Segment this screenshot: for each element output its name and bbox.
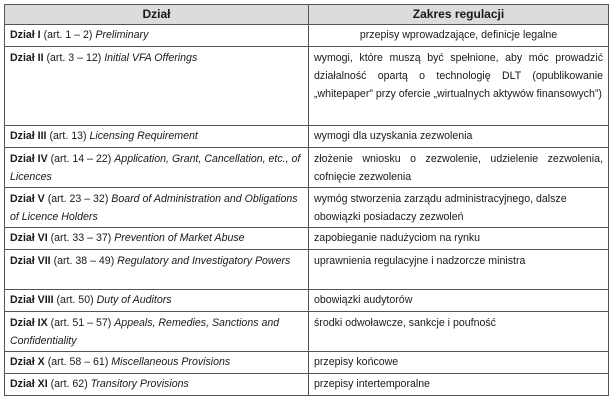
scope-cell: środki odwoławcze, sankcje i poufność	[309, 312, 609, 352]
division-title: Duty of Auditors	[96, 294, 172, 306]
division-title: Transitory Provisions	[90, 378, 189, 390]
table-row	[5, 228, 609, 250]
division-title: Application, Grant, Cancellation, etc., of Licences	[10, 153, 301, 183]
division-cell	[5, 290, 309, 312]
table-row	[5, 188, 609, 228]
table-row	[5, 148, 609, 188]
division-articles: (art. 23 – 32)	[44, 193, 112, 205]
division-articles: (art. 58 – 61)	[44, 356, 112, 368]
division-cell	[5, 250, 309, 290]
table-row	[5, 352, 609, 374]
table-row	[5, 25, 609, 47]
division-label: Dział I	[10, 29, 41, 41]
division-cell	[5, 25, 309, 47]
division-cell	[5, 188, 309, 228]
division-title: Licensing Requirement	[89, 130, 198, 142]
division-articles: (art. 51 – 57)	[47, 317, 115, 329]
division-title: Miscellaneous Provisions	[111, 356, 231, 368]
division-title: Preliminary	[95, 29, 149, 41]
division-label: Dział VI	[10, 232, 48, 244]
table-row	[5, 312, 609, 352]
column-header-scope: Zakres regulacji	[309, 5, 609, 25]
division-articles: (art. 33 – 37)	[47, 232, 115, 244]
division-cell	[5, 148, 309, 188]
division-label: Dział V	[10, 193, 45, 205]
division-articles: (art. 62)	[47, 378, 91, 390]
division-cell	[5, 228, 309, 250]
division-articles: (art. 13)	[46, 130, 90, 142]
table-row	[5, 250, 609, 290]
division-label: Dział II	[10, 52, 44, 64]
scope-cell: wymóg stworzenia zarządu administracyjnego, dalsze obowiązki posiadaczy zezwoleń	[309, 188, 609, 228]
division-title: Regulatory and Investigatory Powers	[117, 255, 291, 267]
division-articles: (art. 3 – 12)	[43, 52, 105, 64]
division-label: Dział IV	[10, 153, 48, 165]
division-label: Dział VII	[10, 255, 51, 267]
division-cell	[5, 374, 309, 396]
division-label: Dział X	[10, 356, 45, 368]
scope-cell: złożenie wniosku o zezwolenie, udzielenie zezwolenia, cofnięcie zezwolenia	[309, 148, 609, 188]
scope-cell: zapobieganie nadużyciom na rynku	[309, 228, 609, 250]
scope-cell: obowiązki audytorów	[309, 290, 609, 312]
table-row	[5, 47, 609, 126]
scope-cell: uprawnienia regulacyjne i nadzorcze ministra	[309, 250, 609, 290]
table-row	[5, 374, 609, 396]
scope-cell: przepisy intertemporalne	[309, 374, 609, 396]
division-label: Dział VIII	[10, 294, 54, 306]
division-label: Dział III	[10, 130, 47, 142]
division-cell	[5, 312, 309, 352]
column-header-division: Dział	[5, 5, 309, 25]
division-label: Dział XI	[10, 378, 48, 390]
table-row	[5, 290, 609, 312]
division-title: Appeals, Remedies, Sanctions and Confidentiality	[10, 317, 280, 347]
table-row	[5, 126, 609, 148]
division-articles: (art. 38 – 49)	[50, 255, 118, 267]
regulation-table	[4, 4, 609, 396]
scope-cell: przepisy wprowadzające, definicje legalne	[309, 25, 609, 47]
scope-cell: wymogi dla uzyskania zezwolenia	[309, 126, 609, 148]
division-label: Dział IX	[10, 317, 48, 329]
division-cell	[5, 47, 309, 126]
division-articles: (art. 1 – 2)	[40, 29, 96, 41]
division-title: Prevention of Market Abuse	[114, 232, 245, 244]
division-articles: (art. 14 – 22)	[47, 153, 115, 165]
division-cell	[5, 126, 309, 148]
table-header-row	[5, 5, 609, 25]
scope-cell: przepisy końcowe	[309, 352, 609, 374]
scope-cell: wymogi, które muszą być spełnione, aby móc prowadzić działalność opartą o technologię DLT (opublikowanie „whitepaper” przy ofercie „wirtualnych aktywów finansowych”)	[309, 47, 609, 126]
division-articles: (art. 50)	[53, 294, 97, 306]
division-title: Board of Administration and Obligations of Licence Holders	[10, 193, 298, 223]
division-cell	[5, 352, 309, 374]
division-title: Initial VFA Offerings	[104, 52, 198, 64]
